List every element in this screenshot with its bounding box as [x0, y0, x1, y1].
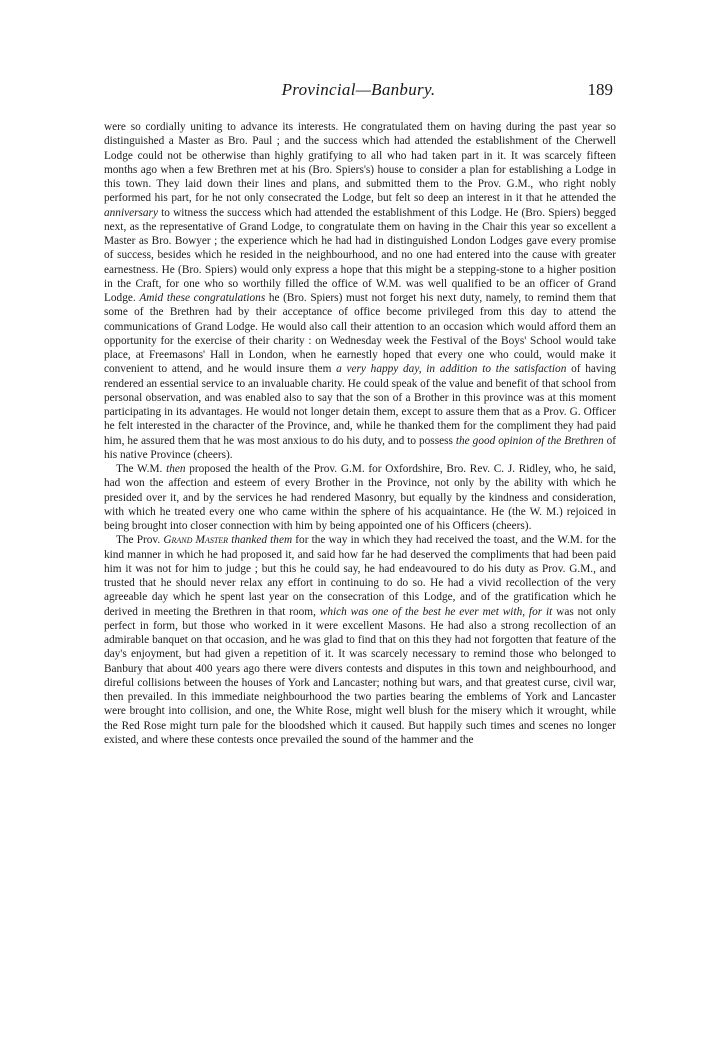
text-run: were so cordially uniting to advance its interests. He congratulated them on having during the past year so distinguished a Master as Bro. Paul ; and the success which had attended the establishment of the Cherwell Lodge could not be otherwise than highly gratifying to all who had taken part in it. It was scarcely fifteen months ago when a few Brethren met at his (Bro. Spiers's) house to consider a plan for establishing a Lodge in this town. They laid down their lines and plans, and submitted them to the Prov. G.M., who right nobly performed his part, for he not only consecrated the Lodge, but felt so deep an interest in it that he attended the: [104, 121, 616, 205]
page-number: 189: [587, 80, 613, 99]
running-head: [104, 80, 613, 102]
text-run: The W.M.: [116, 463, 167, 475]
running-title: Provincial—Banbury.: [281, 80, 436, 99]
text-run: of his native Province (cheers).: [104, 434, 616, 461]
text-run: was not only perfect in form, but those who worked in it were excellent Masons. He had also a strong recollection of an admirable banquet on that occasion, and he was glad to find that on this they had not forgotten that feature of the day's enjoyment, but had given a repetition of it. It was scarcely necessary to remind those who belonged to Banbury that about 400 years ago there were divers contests and disputes in this town and neighbourhood, and direful collisions between the houses of York and Lancaster; nothing but wars, and that greatest curse, civil war, then prevailed. In this immediate neighbourhood the two parties bearing the emblems of York and Lancaster were brought into collision, and one, the White Rose, might well blush for the misery which it wrought, while the Red Rose might turn pale for the bloodshed which it caused. But happily such times and scenes no longer existed, and where these contests once prevailed the sound of the hammer and the: [104, 605, 617, 746]
italic-run: then: [166, 463, 186, 475]
paragraph-3: [104, 533, 616, 747]
italic-run: thanked them: [228, 534, 293, 547]
body-text: [104, 120, 616, 747]
italic-run: Amid these congratulations: [139, 292, 266, 304]
italic-run: the good opinion of the Brethren: [455, 434, 604, 447]
text-run: proposed the health of the Prov. G.M. for Oxfordshire, Bro. Rev. C. J. Ridley, who, he said, had won the affection and esteem of every Brother in the Province, not only by the ability with which he presided over it, and by the services he had rendered Masonry, but equally by the kindness and consideration, with which he treated every one who came within the sphere of his acquaintance. He (the W. M.) rejoiced in being brought into closer connection with him by being appointed one of his Officers (cheers).: [104, 463, 616, 532]
small-caps-run: Grand Master: [163, 534, 229, 547]
italic-run: anniversary: [104, 206, 158, 219]
text-run: The Prov.: [116, 534, 164, 547]
text-run: to witness the success which had attended the establishment of this Lodge. He (Bro. Spiers) begged next, as the representative of Grand Lodge, to congratulate them on having in the Chair this year so excellent a Master as Bro. Bowyer ; the experience which he had had in distinguished London Lodges gave every promise of success, besides which he resided in the neighbourhood, and no one had entered into the cause with greater earnestness. He (Bro. Spiers) would only express a hope that this might be a stepping-stone to a higher position in the Craft, for one who so worthily filled the office of W.M. was well qualified to be an officer of Grand Lodge.: [104, 206, 616, 304]
italic-run: a very happy day, in addition to the satisfaction: [336, 363, 567, 376]
text-run: for the way in which they had received the toast, and the W.M. for the kind manner in which he had proposed it, and said how far he had deserved the compliments that had been paid him it was not for him to judge ; but this he could say, he had endeavoured to do his duty as Prov. G.M., and trusted that he should never relax any effort in continuing to do so. He had a vivid recollection of the very agreeable day which he spent last year on the consecration of this Lodge, and of the gratification which he derived in meeting the Brethren in that room,: [104, 534, 616, 618]
paragraph-1: [104, 120, 616, 462]
paragraph-2: [104, 462, 616, 533]
text-run: he (Bro. Spiers) must not forget his next duty, namely, to remind them that some of the Brethren had by their acceptance of office become privileged from this day to attend the communications of Grand Lodge. He would also call their attention to an occasion which would afford them an opportunity for the exercise of their charity : on Wednesday week the Festival of the Boys' School would take place, at Freemasons' Hall in London, when he earnestly hoped that every one who could, would make it convenient to attend, and he would insure them: [104, 292, 616, 376]
italic-run: which was one of the best he ever met with, for it: [319, 605, 553, 618]
text-run: of having rendered an essential service to an invaluable charity. He could speak of the value and benefit of that school from personal observation, and was enabled also to say that the son of a Brother in this province was at this moment participating in its advantages. He would not longer detain them, except to assure them that as a Prov. G. Officer he felt interested in the character of the Province, and, while he thanked them for the compliment they had paid him, he assured them that he was most anxious to do his duty, and to possess: [104, 363, 616, 447]
